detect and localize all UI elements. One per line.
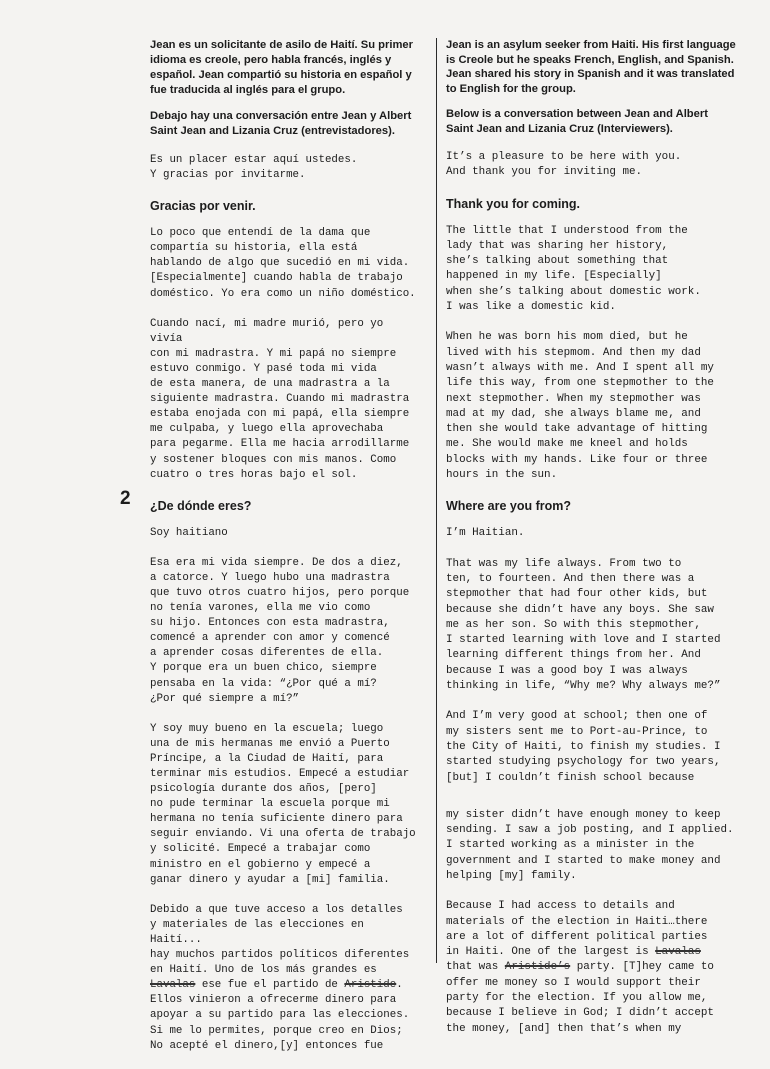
english-heading-1: Thank you for coming.	[446, 196, 581, 211]
redacted-leader-name: Aristide’s	[504, 961, 571, 974]
spanish-paragraph-4: Soy haitiano	[150, 526, 228, 539]
spanish-p7-text-b: ese fue el partido de	[195, 979, 345, 992]
spanish-p7-text-c: . Ellos vinieron a ofrecerme dinero para apoyar a su partido para las elecciones. Si me lo permites, porque creo en Dios; No acepté el dinero,[y] entonces fue	[150, 979, 410, 1052]
english-p8-text-a: Because I had access to details and materials of the election in Haiti…there are a lot of different political parties in Haiti. One of the largest is	[446, 900, 708, 959]
english-paragraph-4: I’m Haitian.	[446, 527, 525, 540]
spanish-heading-1: Gracias por venir.	[150, 199, 256, 214]
english-p8-text-b: that was	[446, 961, 499, 974]
spanish-paragraph-1: Es un placer estar aquí ustedes. Y gracias por invitarme.	[150, 154, 358, 182]
spanish-heading-2: ¿De dónde eres?	[150, 498, 252, 513]
redacted-party-name: Lavalas	[150, 979, 196, 992]
english-heading-2: Where are you from?	[446, 499, 572, 514]
spanish-paragraph-6: Y soy muy bueno en la escuela; luego una de mis hermanas me envió a Puerto Príncipe, a la Ciudad de Haití, para terminar mis estudios. Empecé a estudiar psicología durante dos años, [pero] no pude terminar la escuela porque mi hermana no tenía suficiente dinero para seguir enviando. Vi una oferta de trabajo y solicité. Empecé a trabajar como ministro en el gobierno y empecé a ganar dinero y ayudar a [mi] familia.	[150, 722, 416, 886]
english-p8-text-c: party. [T]hey came to offer me money so I would support their party for the election. If you allow me, because I believe in God; I didn’t accept the money, [and] then that’s when my	[446, 961, 714, 1035]
english-paragraph-7: my sister didn’t have enough money to keep sending. I saw a job posting, and I applied. I started working as a minister in the government and I started to make money and helping [my] family.	[446, 808, 734, 882]
english-paragraph-3: When he was born his mom died, but he lived with his stepmom. And then my dad wasn’t always with me. And I spent all my life this way, from one stepmother to the next stepmother. When my stepmother was mad at my dad, she always blame me, and then she would take advantage of hitting me. She would make me kneel and holds blocks with my hands. Like four or three hours in the sun.	[446, 331, 714, 482]
spanish-intro-1: Jean es un solicitante de asilo de Haití. Su primer idioma es creole, pero habla francés, inglés y español. Jean compartió su historia en español y fue traducida al inglés para el grupo.	[150, 39, 413, 96]
spanish-p7-text-a: Debido a que tuve acceso a los detalles y materiales de las elecciones en Haití... hay muchos partidos políticos diferentes en Haití. Uno de los más grandes es	[150, 903, 410, 977]
english-paragraph-1: It’s a pleasure to be here with you. And thank you for inviting me.	[446, 151, 682, 179]
redacted-party-name: Lavalas	[655, 946, 701, 959]
english-column	[446, 38, 736, 1052]
redacted-leader-name: Aristide	[344, 979, 397, 992]
spanish-column	[150, 38, 420, 1069]
english-paragraph-2: The little that I understood from the lady that was sharing her history, she’s talking about something that happened in my life. [Especially] when she’s talking about domestic work. I was like a domestic kid.	[446, 224, 701, 314]
english-paragraph-5: That was my life always. From two to ten, to fourteen. And then there was a stepmother that had four other kids, but because she didn’t have any boys. She saw me as her son. So with this stepmother, I started learning with love and I started learning different things from her. And because I was a good boy I was always thinking in life, “Why me? Why always me?”	[446, 557, 721, 693]
spanish-paragraph-3: Cuando nací, mi madre murió, pero yo vivía con mi madrastra. Y mi papá no siempre estuvo conmigo. Y pasé toda mi vida de esta manera, de una madrastra a la siguiente madrastra. Cuando mi madrastra estaba enojada con mi papá, ella siempre me culpaba, y luego ella aprovechaba para pegarme. Ella me hacia arrodillarme y sostener bloques con mis manos. Como cuatro o tres horas bajo el sol.	[150, 317, 410, 481]
english-paragraph-6: And I’m very good at school; then one of my sisters sent me to Port-au-Prince, to the City of Haiti, to finish my studies. I started studying psychology for two years, [but] I couldn’t finish school because	[446, 710, 721, 784]
spanish-paragraph-2: Lo poco que entendí de la dama que compartía su historia, ella está hablando de algo que sucedió en mi vida. [Especialmente] cuando habla de trabajo doméstico. Yo era como un niño doméstico.	[150, 227, 416, 300]
english-intro-2: Below is a conversation between Jean and Albert Saint Jean and Lizania Cruz (Interviewers).	[446, 108, 708, 135]
column-divider	[436, 38, 437, 963]
english-paragraph-8	[446, 899, 736, 1037]
english-intro-1: Jean is an asylum seeker from Haiti. His first language is Creole but he speaks French, English, and Spanish. Jean shared his story in Spanish and it was translated to English for the group.	[446, 39, 736, 95]
spanish-paragraph-7	[150, 903, 420, 1054]
spanish-paragraph-5: Esa era mi vida siempre. De dos a diez, a catorce. Y luego hubo una madrastra que tuvo otros cuatro hijos, pero porque no tenía varones, ella me vio como su hijo. Entonces con esta madrastra, comencé a aprender con amor y comencé a aprender cosas diferentes de ella. Y porque era un buen chico, siempre pensaba en la vida: “¿Por qué a mí? ¿Por qué siempre a mí?”	[150, 556, 410, 705]
page-number: 2	[120, 488, 131, 509]
spanish-intro-2: Debajo hay una conversación entre Jean y Albert Saint Jean and Lizania Cruz (entrevistadores).	[150, 110, 412, 137]
